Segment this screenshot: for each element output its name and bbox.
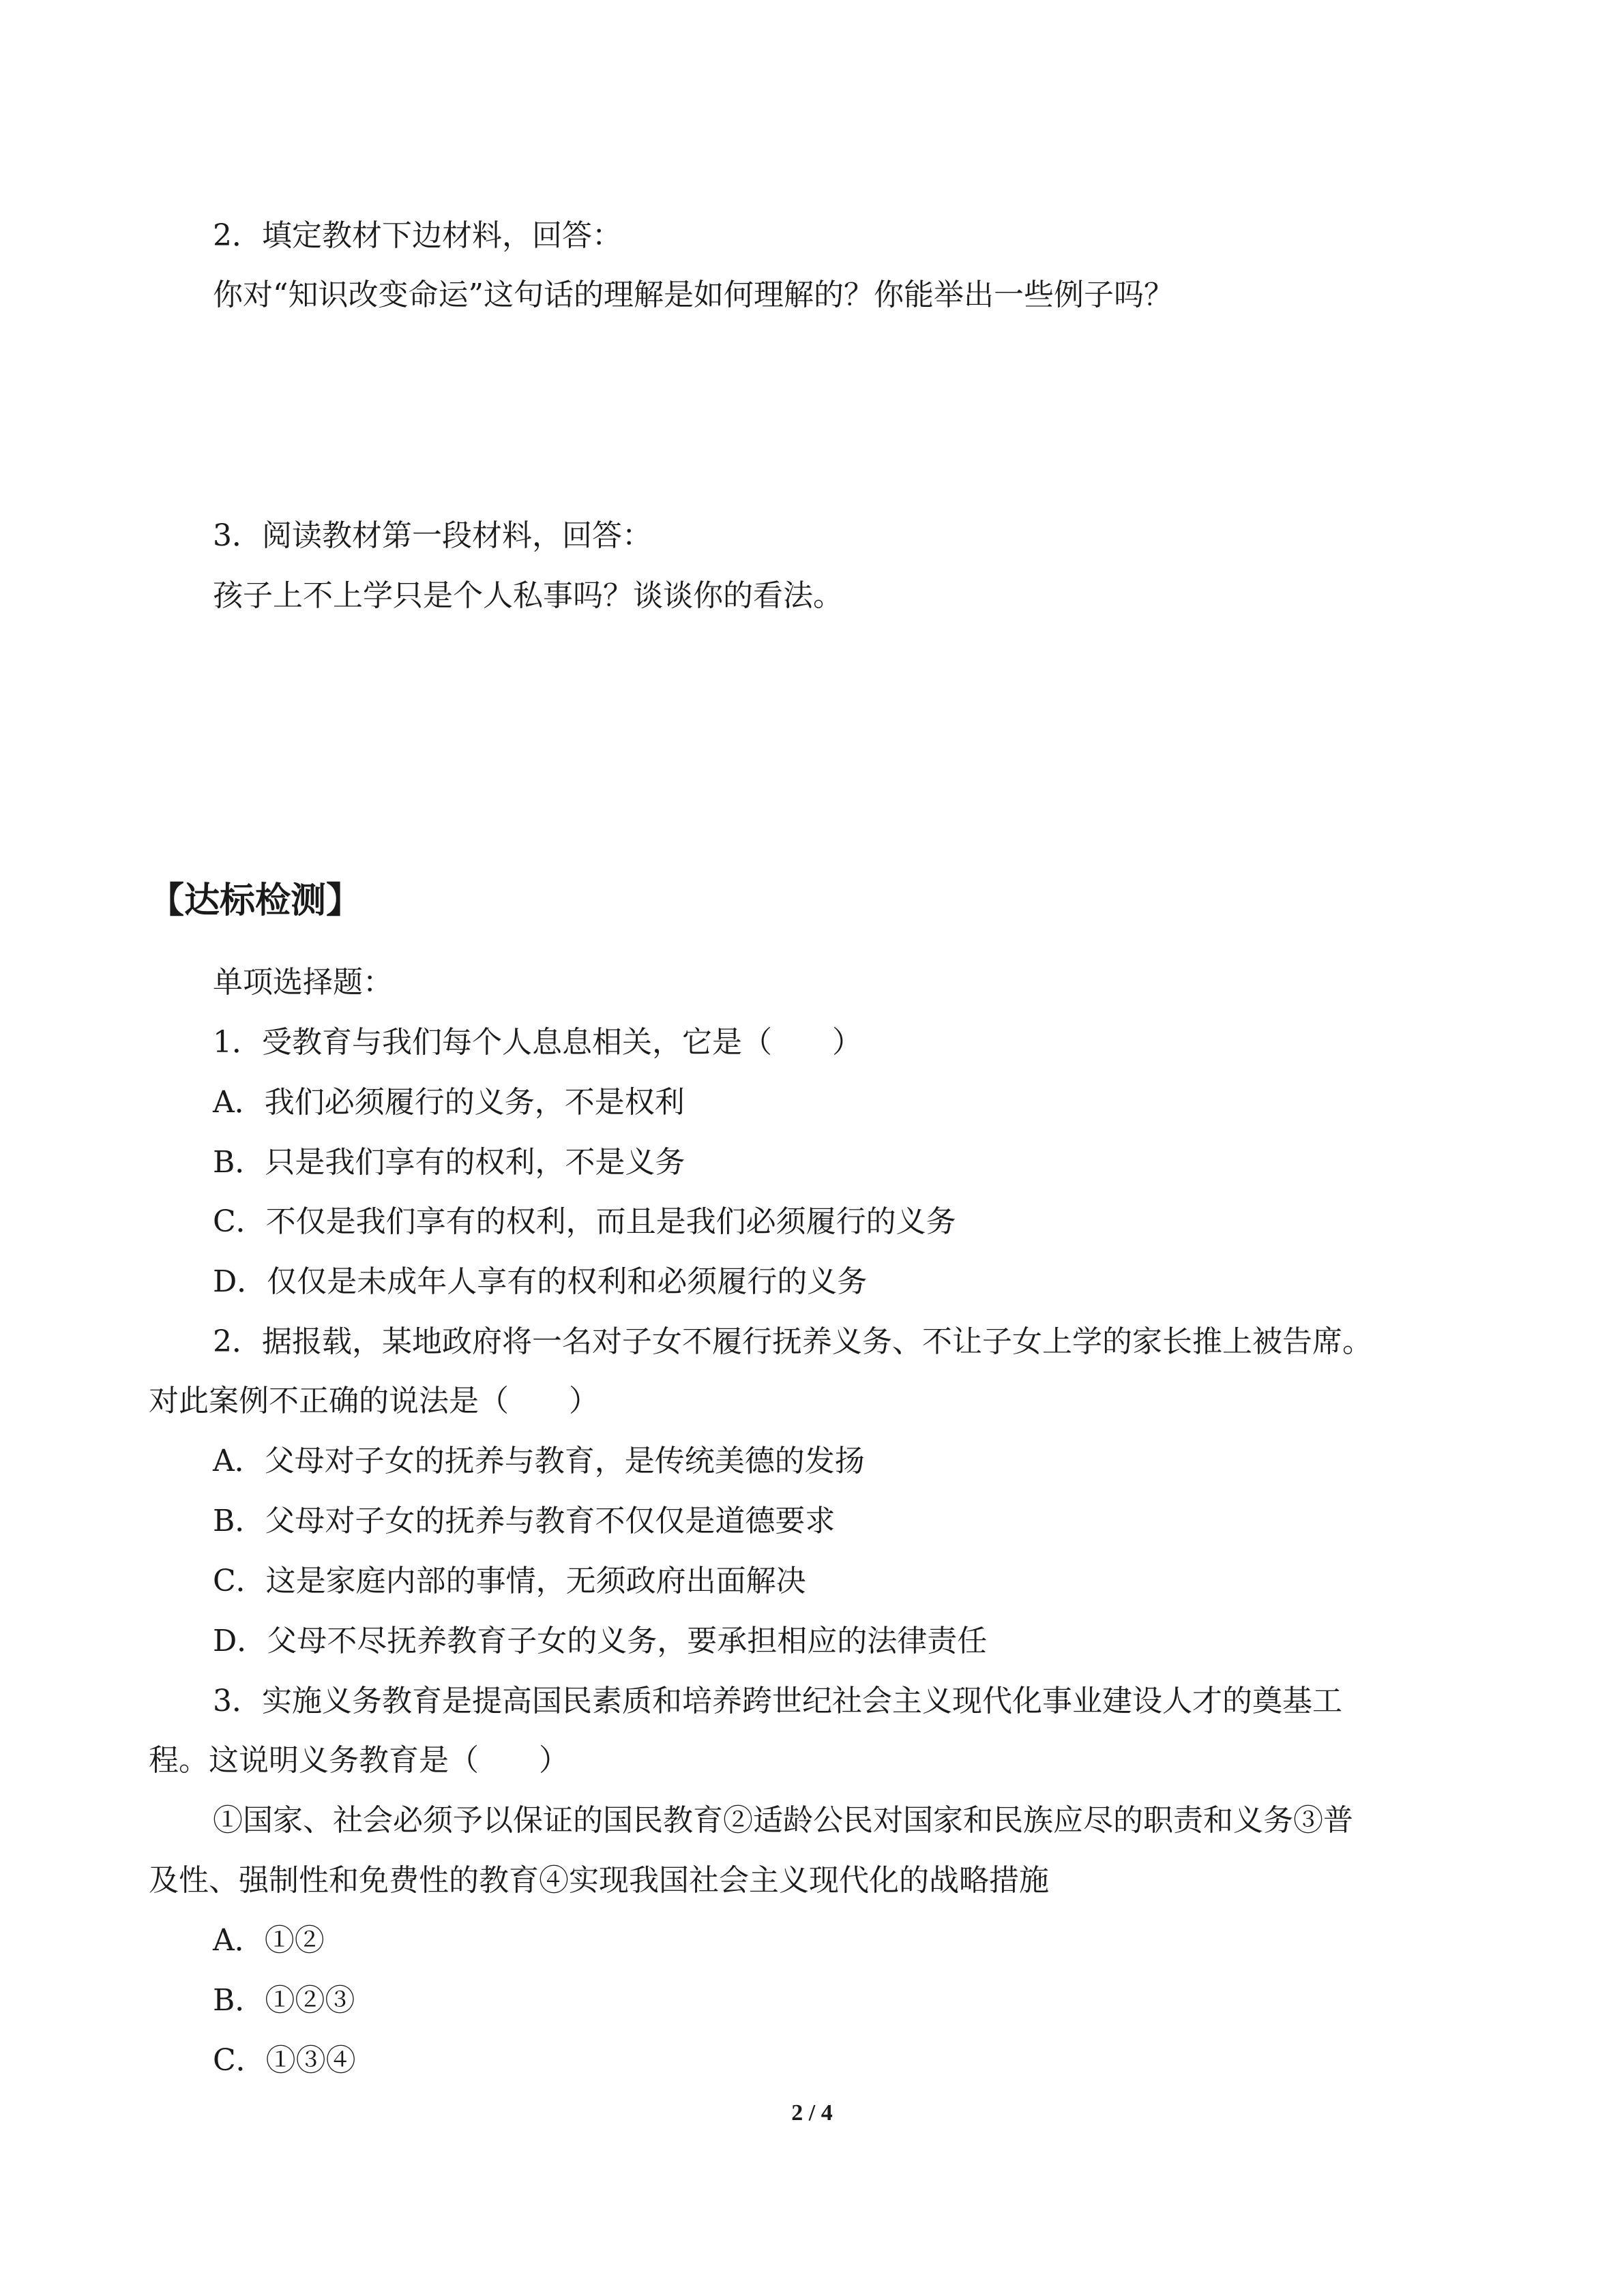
question-3-option-b: B．①②③ (213, 1983, 355, 2018)
page-number: 2 / 4 (791, 2100, 833, 2126)
review-question-2-title: 2．填定教材下边材料，回答： (213, 218, 622, 253)
question-1-option-b: B．只是我们享有的权利，不是义务 (213, 1145, 685, 1180)
question-1-option-c: C．不仅是我们享有的权利，而且是我们必须履行的义务 (213, 1204, 956, 1239)
section-intro: 单项选择题： (213, 965, 393, 1000)
question-1-stem: 1．受教育与我们每个人息息相关，它是（ ） (213, 1025, 862, 1060)
question-3-statement-line-1: ①国家、社会必须予以保证的国民教育②适龄公民对国家和民族应尽的职责和义务③普 (213, 1803, 1353, 1838)
question-1-option-d: D．仅仅是未成年人享有的权利和必须履行的义务 (213, 1264, 868, 1299)
question-2-option-b: B．父母对子女的抚养与教育不仅仅是道德要求 (213, 1504, 836, 1538)
question-2-option-d: D．父母不尽抚养教育子女的义务，要承担相应的法律责任 (213, 1624, 988, 1658)
question-2-option-c: C．这是家庭内部的事情，无须政府出面解决 (213, 1564, 806, 1598)
review-question-3-title: 3．阅读教材第一段材料，回答： (213, 518, 652, 553)
question-2-option-a: A．父母对子女的抚养与教育，是传统美德的发扬 (213, 1444, 865, 1478)
question-3-stem-line-2: 程。这说明义务教育是（ ） (149, 1743, 569, 1778)
question-2-stem-line-1: 2．据报载，某地政府将一名对子女不履行抚养义务、不让子女上学的家长推上被告席。 (213, 1324, 1372, 1359)
question-2-stem-line-2: 对此案例不正确的说法是（ ） (149, 1384, 599, 1418)
question-3-stem-line-1: 3．实施义务教育是提高国民素质和培养跨世纪社会主义现代化事业建设人才的奠基工 (213, 1684, 1342, 1718)
question-3-option-a: A．①② (213, 1923, 325, 1958)
question-3-option-c: C．①③④ (213, 2043, 356, 2078)
section-heading: 【达标检测】 (149, 880, 362, 921)
question-3-statement-line-2: 及性、强制性和免费性的教育④实现我国社会主义现代化的战略措施 (149, 1863, 1049, 1898)
question-1-option-a: A．我们必须履行的义务，不是权利 (213, 1085, 685, 1120)
review-question-3-body: 孩子上不上学只是个人私事吗？谈谈你的看法。 (213, 578, 843, 613)
review-question-2-body: 你对“知识改变命运”这句话的理解是如何理解的？你能举出一些例子吗？ (213, 278, 1174, 312)
